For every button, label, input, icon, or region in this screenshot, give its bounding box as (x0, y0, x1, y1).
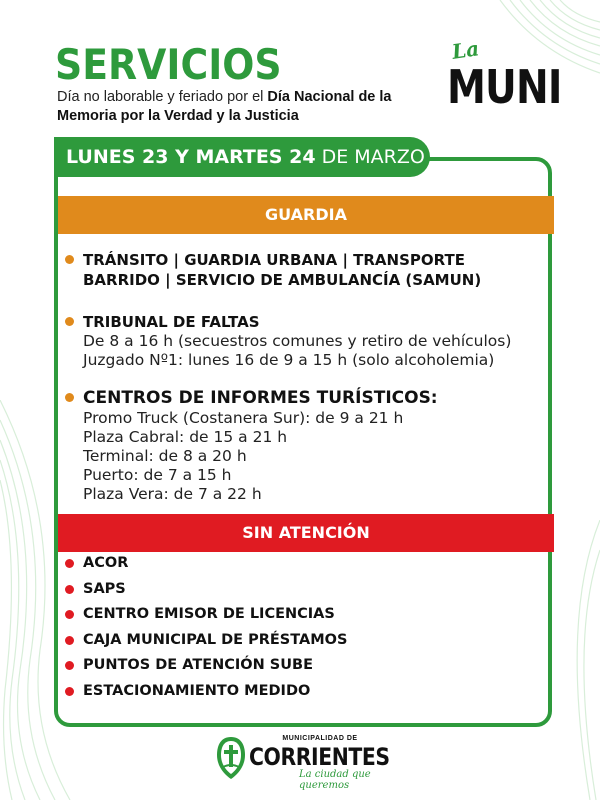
section-line: De 8 a 16 h (secuestros comunes y retiro de vehículos) (83, 332, 512, 350)
footer-tagline: La ciudad que queremos (299, 769, 371, 791)
bullet-dot (65, 636, 74, 645)
logo-la-text: La (450, 36, 481, 64)
guardia-section-tribunal (65, 312, 545, 370)
list-item (65, 604, 347, 630)
section-heading: CENTROS DE INFORMES TURÍSTICOS: (83, 388, 438, 408)
list-item (65, 655, 347, 681)
list-item (65, 579, 347, 605)
footer-municipalidad: MUNICIPALIDAD DE (282, 735, 358, 742)
bullet-dot (65, 661, 74, 670)
corrientes-logo (215, 735, 395, 791)
guardia-section-informes (65, 388, 545, 504)
list-item (65, 681, 347, 707)
guardia-header: GUARDIA (58, 196, 554, 234)
section-line: Plaza Vera: de 7 a 22 h (83, 485, 262, 503)
section-line: Plaza Cabral: de 15 a 21 h (83, 428, 288, 446)
list-item-label: CENTRO EMISOR DE LICENCIAS (83, 606, 335, 623)
bullet-dot (65, 317, 74, 326)
list-item-label: ACOR (83, 555, 129, 571)
list-item-label: CAJA MUNICIPAL DE PRÉSTAMOS (83, 631, 348, 648)
section-heading: TRÁNSITO | GUARDIA URBANA | TRANSPORTE (83, 251, 465, 269)
list-item-label: ESTACIONAMIENTO MEDIDO (83, 682, 311, 699)
sin-atencion-header: SIN ATENCIÓN (58, 514, 554, 552)
section-line: Puerto: de 7 a 15 h (83, 466, 232, 484)
sin-atencion-list (65, 553, 347, 707)
section-line: Juzgado Nº1: lunes 16 de 9 a 15 h (solo alcoholemia) (83, 351, 495, 369)
list-item-label: SAPS (83, 580, 126, 597)
date-banner-days: LUNES 23 Y MARTES 24 (66, 146, 316, 168)
section-heading: BARRIDO | SERVICIO DE AMBULANCÍA (SAMUN) (83, 271, 482, 289)
section-line: Promo Truck (Costanera Sur): de 9 a 21 h (83, 409, 404, 427)
cross-crest-icon (215, 735, 247, 781)
page-subtitle (57, 88, 437, 126)
subtitle-text: Día no laborable y feriado por el (57, 89, 268, 105)
date-banner-month: DE MARZO (315, 146, 425, 168)
bullet-dot (65, 559, 74, 568)
bullet-dot (65, 687, 74, 696)
list-item (65, 553, 347, 579)
page-title: SERVICIOS (55, 40, 282, 89)
bullet-dot (65, 610, 74, 619)
date-banner (54, 137, 430, 177)
list-item (65, 630, 347, 656)
subtitle-emphasis: Día Nacional de la Memoria por la Verdad y la Justicia (57, 89, 392, 124)
logo-muni-text: MUNI (447, 60, 562, 114)
bullet-dot (65, 393, 74, 402)
footer-city: CORRIENTES (249, 743, 390, 771)
section-line: Terminal: de 8 a 20 h (83, 447, 247, 465)
bullet-dot (65, 255, 74, 264)
guardia-section-transito (65, 250, 545, 290)
list-item-label: PUNTOS DE ATENCIÓN SUBE (83, 657, 313, 674)
bullet-dot (65, 585, 74, 594)
section-heading: TRIBUNAL DE FALTAS (83, 313, 260, 331)
